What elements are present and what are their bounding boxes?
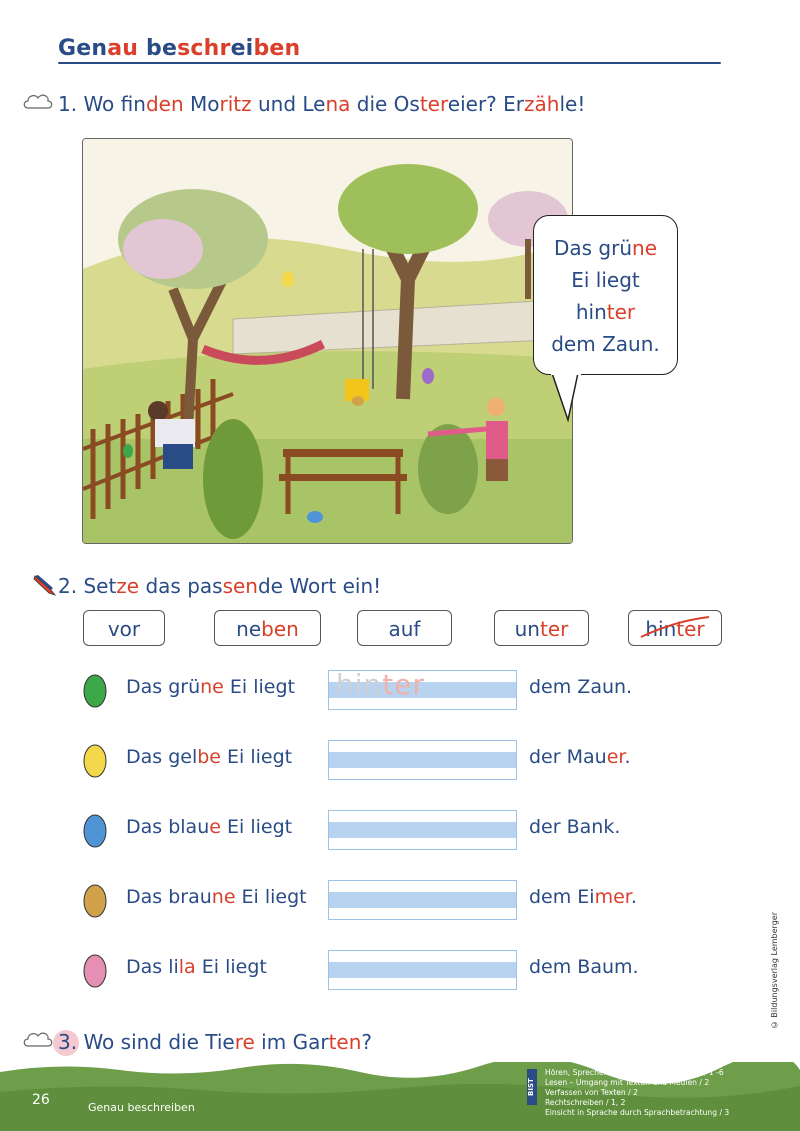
title-underline [58, 62, 721, 64]
answer-line[interactable] [328, 810, 517, 850]
pink-egg-icon [82, 952, 108, 988]
word-box-vor[interactable]: vor [83, 610, 165, 646]
garden-illustration [82, 138, 573, 544]
competency-notes: Hören, Sprechen und Miteinander- Reden / 1 -6 Lesen – Umgang mit Texten und Medien / 2 Verfassen von Texten / 2 Rechtschreiben / 1, 2 Einsicht in Sprache durch Sprachbetrachtung / 3 [545, 1068, 730, 1117]
answer-line[interactable] [328, 880, 517, 920]
task-3-question: 3. Wo sind die Tiere im Garten? [58, 1030, 373, 1054]
garden-scene [83, 139, 572, 543]
speech-cloud-icon [22, 92, 54, 114]
speech-cloud-icon [22, 1030, 54, 1052]
sentence-end: dem Eimer. [529, 886, 637, 908]
green-egg-icon [82, 672, 108, 708]
task-1-question: 1. Wo finden Moritz und Lena die Ostereier? Erzähle! [58, 92, 586, 116]
sentence-text: Das gelbe Ei liegt [126, 746, 293, 768]
page-number: 26 [32, 1092, 50, 1108]
answer-line[interactable] [328, 670, 517, 710]
task-2-question: 2. Setze das passende Wort ein! [58, 574, 382, 598]
sentence-end: der Mauer. [529, 746, 631, 768]
footer-title: Genau beschreiben [88, 1101, 195, 1114]
sentence-end: der Bank. [529, 816, 621, 838]
brown-egg-icon [82, 882, 108, 918]
sentence-end: dem Baum. [529, 956, 639, 978]
word-box-unter[interactable]: unter [494, 610, 589, 646]
pencil-icon [33, 574, 57, 596]
bubble-line-2: Ei liegt [571, 268, 640, 292]
sentence-text: Das grüne Ei liegt [126, 676, 295, 698]
strike-through-mark [639, 615, 711, 641]
bubble-line-3: hinter [575, 300, 636, 324]
sentence-text: Das lila Ei liegt [126, 956, 267, 978]
sentence-end: dem Zaun. [529, 676, 633, 698]
sentence-text: Das blaue Ei liegt [126, 816, 293, 838]
sentence-text: Das braune Ei liegt [126, 886, 307, 908]
blue-egg-icon [82, 812, 108, 848]
copyright-note: © Bildungsverlag Lemberger [770, 912, 779, 1030]
bubble-line-1: Das grüne [553, 236, 657, 260]
example-answer: hinter [336, 668, 425, 701]
word-box-hinter[interactable]: hinter [628, 610, 722, 646]
answer-line[interactable] [328, 740, 517, 780]
bist-label: BIST [527, 1069, 537, 1105]
word-box-auf[interactable]: auf [357, 610, 452, 646]
bubble-line-4: dem Zaun. [551, 332, 660, 356]
answer-line[interactable] [328, 950, 517, 990]
yellow-egg-icon [82, 742, 108, 778]
word-box-neben[interactable]: neben [214, 610, 321, 646]
bubble-tail [548, 372, 588, 422]
page-title: Genau beschreiben [58, 36, 301, 61]
speech-bubble [533, 215, 678, 375]
